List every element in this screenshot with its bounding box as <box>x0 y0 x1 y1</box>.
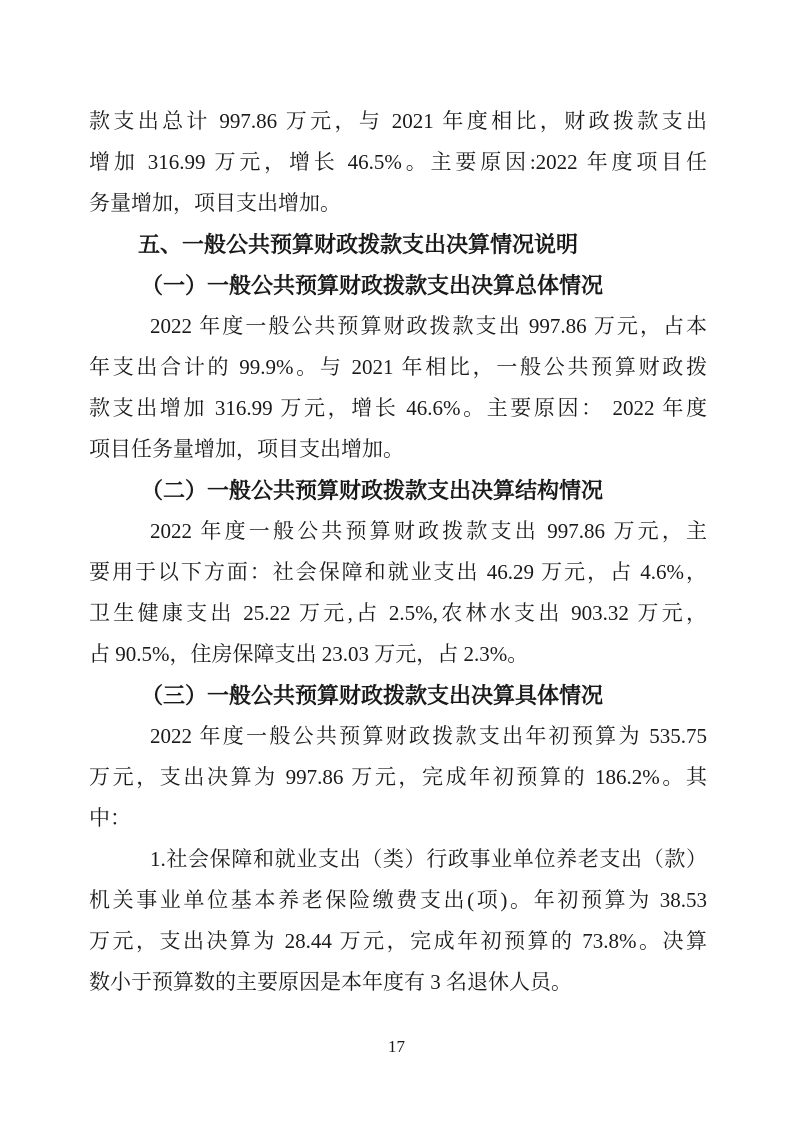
section-heading: 五、一般公共预算财政拨款支出决算情况说明 <box>138 232 579 257</box>
paragraph-line: 2022 年度一般公共预算财政拨款支出年初预算为 535.75 <box>150 724 707 748</box>
paragraph-line: 数小于预算数的主要原因是本年度有 3 名退休人员。 <box>89 970 572 994</box>
paragraph-line: 增加 316.99 万元，增长 46.5%。主要原因:2022 年度项目任 <box>89 150 707 174</box>
paragraph-line: 万元，支出决算为 28.44 万元，完成年初预算的 73.8%。决算 <box>89 929 707 953</box>
paragraph-line: 款支出总计 997.86 万元，与 2021 年度相比，财政拨款支出 <box>89 109 707 133</box>
paragraph-line: 卫生健康支出 25.22 万元,占 2.5%,农林水支出 903.32 万元， <box>89 601 707 625</box>
subsection-heading: （一）一般公共预算财政拨款支出决算总体情况 <box>141 273 604 298</box>
page-footer <box>0 1037 793 1057</box>
paragraph-line: 2022 年度一般公共预算财政拨款支出 997.86 万元，主 <box>150 519 707 543</box>
paragraph-line: 中： <box>89 806 131 830</box>
subsection-heading: （三）一般公共预算财政拨款支出决算具体情况 <box>141 683 604 708</box>
paragraph-line: 年支出合计的 99.9%。与 2021 年相比，一般公共预算财政拨 <box>89 355 707 379</box>
paragraph-line: 款支出增加 316.99 万元，增长 46.6%。主要原因： 2022 年度 <box>89 396 707 420</box>
paragraph-line: 占 90.5%，住房保障支出 23.03 万元，占 2.3%。 <box>89 642 529 666</box>
page-number: 17 <box>388 1037 405 1056</box>
subsection-heading: （二）一般公共预算财政拨款支出决算结构情况 <box>141 478 604 503</box>
paragraph-line: 机关事业单位基本养老保险缴费支出(项)。年初预算为 38.53 <box>89 888 707 912</box>
paragraph-line: 项目任务量增加，项目支出增加。 <box>89 437 404 461</box>
paragraph-line: 要用于以下方面：社会保障和就业支出 46.29 万元，占 4.6%， <box>89 560 707 584</box>
document-body <box>89 101 707 1003</box>
paragraph-line: 万元，支出决算为 997.86 万元，完成年初预算的 186.2%。其 <box>89 765 707 789</box>
paragraph-line: 2022 年度一般公共预算财政拨款支出 997.86 万元，占本 <box>150 314 707 338</box>
paragraph-line: 1.社会保障和就业支出（类）行政事业单位养老支出（款） <box>150 847 707 871</box>
paragraph-line: 务量增加，项目支出增加。 <box>89 191 341 215</box>
